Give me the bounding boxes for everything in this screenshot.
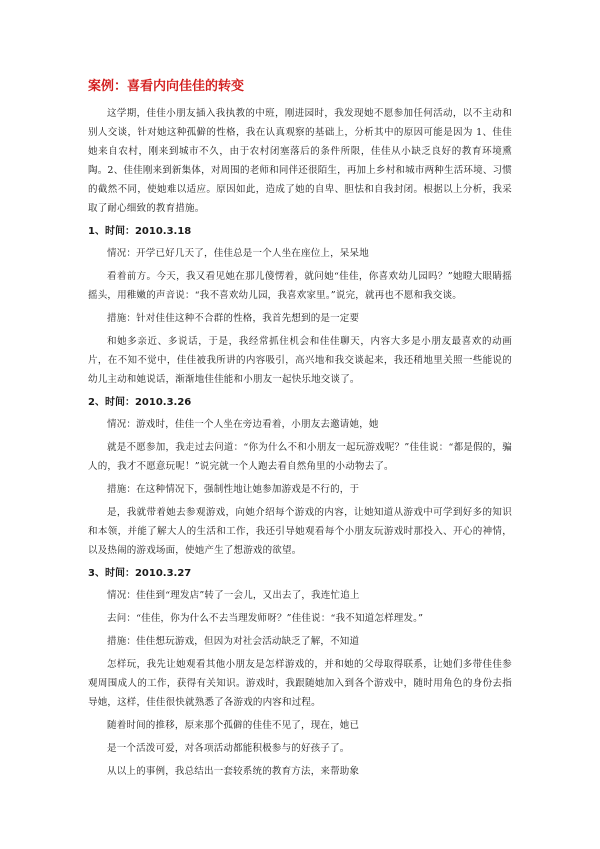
section-3-measure-b: 怎样玩，我先让她观看其他小朋友是怎样游戏的，并和她的父母取得联系，让她们多带佳佳参观周围成人的工作，获得有关知识。游戏时，我跟随她加入到各个游戏中，随时用角色的身份去指导她，这样，佳佳很快就熟悉了各游戏的内容和过程。	[88, 659, 512, 708]
section-1-situation-b: 看着前方。今天，我又看见她在那儿傻愣着，就问她“佳佳，你喜欢幼儿园吗？”她瞪大眼睛摇摇头，用稚嫩的声音说：“我不喜欢幼儿园，我喜欢家里。”说完，就再也不愿和我交谈。	[88, 271, 512, 301]
section-3-situation-a: 情况：佳佳到“理发店”转了一会儿，又出去了，我连忙追上	[107, 590, 360, 601]
conclusion-b: 是一个活泼可爱，对各项活动都能积极参与的好孩子了。	[107, 743, 350, 754]
section-1-measure-b: 和她多亲近、多说话，于是，我经常抓住机会和佳佳聊天，内容大多是小朋友最喜欢的动画片，在不知不觉中，佳佳被我所讲的内容吸引，高兴地和我交谈起来，我还稍地里关照一些能说的幼儿主动和她说话，渐渐地佳佳能和小朋友一起快乐地交谈了。	[88, 336, 512, 385]
intro-paragraph: 这学期，佳佳小朋友插入我执教的中班，刚进园时，我发现她不愿参加任何活动，以不主动和别人交谈，针对她这种孤僻的性格，我在认真观察的基础上，分析其中的原因可能是因为 1、佳佳她来自农村，刚来到城市不久，由于农村闭塞落后的条件所限，佳佳从小缺乏良好的教育环境熏陶。2、佳佳刚来到新集体，对周围的老师和同伴还很陌生，再加上乡村和城市两种生活环境、习惯的截然不同，使她难以适应。原因如此，造成了她的自卑、胆怯和自我封闭。根据以上分析，我采取了耐心细致的教育措施。	[88, 108, 512, 214]
section-heading-2: 2、时间：2010.3.26	[88, 397, 192, 408]
section-heading-3: 3、时间：2010.3.27	[88, 568, 192, 579]
conclusion-a: 随着时间的推移，原来那个孤僻的佳佳不见了，现在，她已	[107, 720, 360, 731]
section-3-measure-a: 措施：佳佳想玩游戏，但因为对社会活动缺乏了解，不知道	[107, 636, 360, 647]
section-2-situation-b: 就是不愿参加，我走过去问道：“你为什么不和小朋友一起玩游戏呢？”佳佳说：“都是假的，骗人的，我才不愿意玩呢！”说完就一个人跑去看自然角里的小动物去了。	[88, 442, 512, 472]
section-heading-1: 1、时间：2010.3.18	[88, 226, 192, 237]
case-title: 案例：喜看内向佳佳的转变	[88, 79, 245, 94]
section-2-situation-a: 情况：游戏时，佳佳一个人坐在旁边看着，小朋友去邀请她，她	[107, 419, 379, 430]
section-3-situation-b: 去问：“佳佳，你为什么不去当理发师呀？”佳佳说：“我不知道怎样理发。”	[107, 613, 424, 624]
section-1-measure-a: 措施：针对佳佳这种不合群的性格，我首先想到的是一定要	[107, 313, 360, 324]
section-2-measure-b: 是，我就带着她去参观游戏，向她介绍每个游戏的内容，让她知道从游戏中可学到好多的知识和本领，并能了解大人的生活和工作，我还引导她观看每个小朋友玩游戏时那投入、开心的神情，以及热闹的游戏场面，使她产生了想游戏的欲望。	[88, 507, 512, 556]
conclusion-c: 从以上的事例，我总结出一套较系统的教育方法，来帮助象	[107, 766, 360, 777]
section-1-situation-a: 情况：开学已好几天了，佳佳总是一个人坐在座位上，呆呆地	[107, 248, 369, 259]
section-2-measure-a: 措施：在这种情况下，强制性地让她参加游戏是不行的，于	[107, 484, 360, 495]
